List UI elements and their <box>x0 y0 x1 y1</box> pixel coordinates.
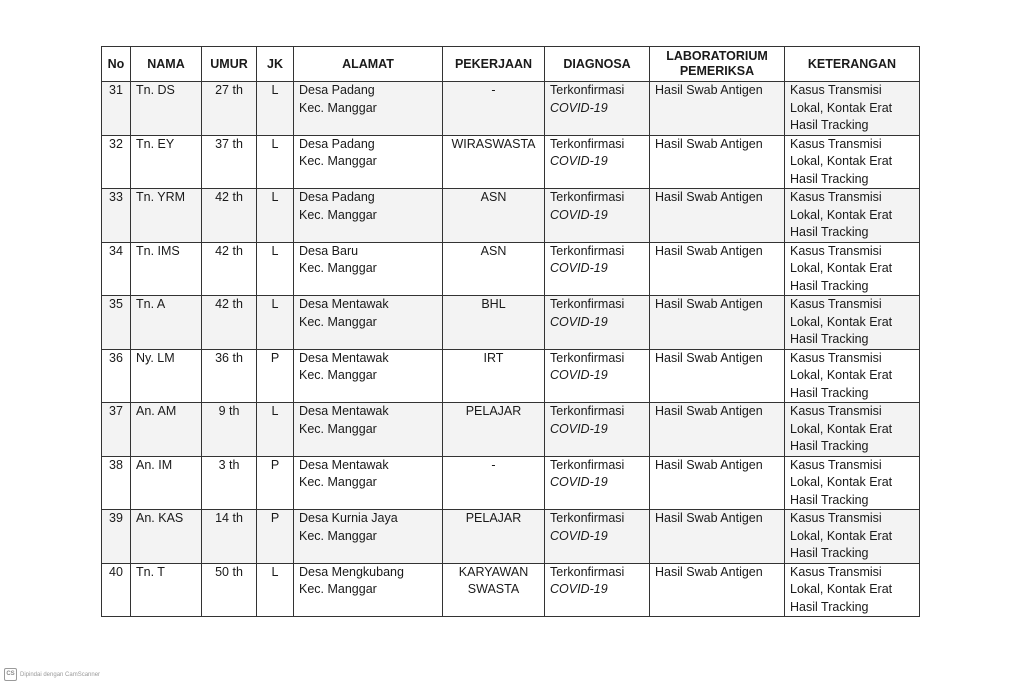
cell-pekerjaan <box>443 82 545 136</box>
table-row <box>102 296 920 350</box>
cell-keterangan-line: Kasus Transmisi <box>790 404 882 418</box>
cell-no: 38 <box>102 456 131 510</box>
table-row <box>102 456 920 510</box>
cell-jk: L <box>257 403 294 457</box>
cell-diagnosa <box>545 189 650 243</box>
cell-pekerjaan-line: SWASTA <box>467 582 520 596</box>
cell-diagnosa-line: COVID-19 <box>550 100 608 115</box>
cell-keterangan-line: Hasil Tracking <box>790 225 869 239</box>
header-pekerjaan: PEKERJAAN <box>443 47 545 82</box>
cell-diagnosa-line: Terkonfirmasi <box>550 511 625 525</box>
cell-no: 33 <box>102 189 131 243</box>
cell-alamat-line: Desa Baru <box>299 243 359 258</box>
cell-nama: Tn. A <box>131 296 202 350</box>
cell-keterangan-line: Lokal, Kontak Erat <box>790 261 893 275</box>
cell-diagnosa <box>545 135 650 189</box>
cell-keterangan-line: Hasil Tracking <box>790 492 869 507</box>
cell-alamat-line: Kec. Manggar <box>299 421 377 436</box>
cell-alamat <box>294 349 443 403</box>
cell-keterangan-line: Lokal, Kontak Erat <box>790 100 893 115</box>
cell-alamat-line: Kec. Manggar <box>299 154 377 168</box>
cell-jk: P <box>257 510 294 564</box>
cell-pekerjaan-line: ASN <box>480 190 507 204</box>
cell-diagnosa <box>545 563 650 617</box>
cell-keterangan-line: Hasil Tracking <box>790 171 869 186</box>
cell-umur: 50 th <box>202 563 257 617</box>
cell-keterangan-line: Hasil Tracking <box>790 439 869 453</box>
cell-diagnosa-line: COVID-19 <box>550 261 608 275</box>
cell-diagnosa-line: COVID-19 <box>550 314 608 329</box>
cell-keterangan <box>785 189 920 243</box>
cell-pekerjaan <box>443 135 545 189</box>
cell-diagnosa-line: Terkonfirmasi <box>550 190 625 204</box>
cell-no: 31 <box>102 82 131 136</box>
cell-alamat-line: Kec. Manggar <box>299 368 377 382</box>
cell-keterangan-line: Lokal, Kontak Erat <box>790 582 893 596</box>
cell-alamat-line: Kec. Manggar <box>299 100 377 115</box>
cell-keterangan-line: Lokal, Kontak Erat <box>790 207 893 222</box>
cell-keterangan <box>785 135 920 189</box>
cell-nama: Ny. LM <box>131 349 202 403</box>
cell-pekerjaan <box>443 403 545 457</box>
cell-keterangan <box>785 296 920 350</box>
cell-alamat-line: Desa Padang <box>299 136 375 151</box>
cell-umur: 42 th <box>202 296 257 350</box>
cell-alamat-line: Desa Padang <box>299 190 375 204</box>
cell-keterangan-line: Kasus Transmisi <box>790 243 882 258</box>
cell-no: 32 <box>102 135 131 189</box>
table-row <box>102 563 920 617</box>
cell-alamat-line: Desa Kurnia Jaya <box>299 511 398 525</box>
cell-keterangan-line: Kasus Transmisi <box>790 457 882 472</box>
cell-alamat-line: Desa Mengkubang <box>299 564 404 579</box>
header-laboratorium <box>650 47 785 82</box>
cell-alamat <box>294 563 443 617</box>
cell-alamat <box>294 296 443 350</box>
cell-nama: An. IM <box>131 456 202 510</box>
cell-alamat-line: Desa Mentawak <box>299 350 389 365</box>
cell-keterangan <box>785 510 920 564</box>
cell-alamat-line: Kec. Manggar <box>299 314 377 329</box>
cell-keterangan <box>785 349 920 403</box>
table-header-row <box>102 47 920 82</box>
cell-diagnosa-line: Terkonfirmasi <box>550 564 625 579</box>
cell-no: 40 <box>102 563 131 617</box>
cell-umur: 42 th <box>202 242 257 296</box>
cell-diagnosa-line: COVID-19 <box>550 475 608 489</box>
cell-alamat-line: Kec. Manggar <box>299 261 377 275</box>
cell-laboratorium: Hasil Swab Antigen <box>650 349 785 403</box>
cell-diagnosa-line: COVID-19 <box>550 368 608 382</box>
cell-pekerjaan <box>443 349 545 403</box>
cell-jk: L <box>257 242 294 296</box>
cell-jk: L <box>257 82 294 136</box>
cell-laboratorium: Hasil Swab Antigen <box>650 403 785 457</box>
cell-keterangan <box>785 456 920 510</box>
cell-keterangan-line: Hasil Tracking <box>790 118 869 132</box>
cell-keterangan-line: Hasil Tracking <box>790 546 869 560</box>
cell-keterangan-line: Lokal, Kontak Erat <box>790 314 893 329</box>
cell-keterangan <box>785 242 920 296</box>
cell-pekerjaan-line: PELAJAR <box>465 404 522 418</box>
cell-pekerjaan-line: ASN <box>480 243 507 258</box>
cell-keterangan-line: Hasil Tracking <box>790 599 869 614</box>
header-jk: JK <box>257 47 294 82</box>
cell-umur: 3 th <box>202 456 257 510</box>
cell-jk: L <box>257 563 294 617</box>
cell-diagnosa <box>545 456 650 510</box>
cell-umur: 37 th <box>202 135 257 189</box>
cell-diagnosa <box>545 242 650 296</box>
cell-no: 39 <box>102 510 131 564</box>
table-row <box>102 510 920 564</box>
header-diagnosa: DIAGNOSA <box>545 47 650 82</box>
cell-diagnosa-line: Terkonfirmasi <box>550 243 625 258</box>
cell-pekerjaan-line: - <box>491 83 496 97</box>
cell-diagnosa-line: Terkonfirmasi <box>550 404 625 418</box>
table-row <box>102 82 920 136</box>
cell-diagnosa <box>545 510 650 564</box>
cell-pekerjaan <box>443 456 545 510</box>
watermark-text: Dipindai dengan CamScanner <box>20 671 101 678</box>
cell-nama: Tn. T <box>131 563 202 617</box>
cell-pekerjaan-line: IRT <box>483 350 504 365</box>
cell-diagnosa-line: Terkonfirmasi <box>550 297 625 311</box>
cell-alamat <box>294 82 443 136</box>
cell-nama: An. KAS <box>131 510 202 564</box>
cell-nama: An. AM <box>131 403 202 457</box>
cell-pekerjaan <box>443 510 545 564</box>
header-lab-line1: LABORATORIUM <box>666 49 768 63</box>
cell-alamat <box>294 456 443 510</box>
cell-no: 34 <box>102 242 131 296</box>
cell-no: 37 <box>102 403 131 457</box>
cell-keterangan-line: Kasus Transmisi <box>790 190 882 204</box>
cell-diagnosa-line: Terkonfirmasi <box>550 350 625 365</box>
cell-umur: 9 th <box>202 403 257 457</box>
cell-diagnosa-line: Terkonfirmasi <box>550 457 625 472</box>
cell-keterangan-line: Lokal, Kontak Erat <box>790 528 893 543</box>
cell-alamat-line: Desa Mentawak <box>299 457 389 472</box>
cell-nama: Tn. DS <box>131 82 202 136</box>
cell-jk: L <box>257 135 294 189</box>
cell-pekerjaan-line: BHL <box>481 297 506 311</box>
cell-alamat <box>294 135 443 189</box>
cell-pekerjaan <box>443 242 545 296</box>
cell-pekerjaan <box>443 296 545 350</box>
covid-case-table <box>101 46 920 617</box>
cell-no: 35 <box>102 296 131 350</box>
cell-keterangan-line: Kasus Transmisi <box>790 511 882 525</box>
cell-diagnosa-line: COVID-19 <box>550 582 608 596</box>
cell-laboratorium: Hasil Swab Antigen <box>650 82 785 136</box>
table-row <box>102 189 920 243</box>
cell-pekerjaan-line: PELAJAR <box>465 511 522 525</box>
cell-laboratorium: Hasil Swab Antigen <box>650 563 785 617</box>
cell-no: 36 <box>102 349 131 403</box>
cell-laboratorium: Hasil Swab Antigen <box>650 456 785 510</box>
cell-keterangan-line: Kasus Transmisi <box>790 297 882 311</box>
cell-diagnosa <box>545 296 650 350</box>
cell-pekerjaan <box>443 189 545 243</box>
cell-keterangan-line: Kasus Transmisi <box>790 83 882 97</box>
cell-laboratorium: Hasil Swab Antigen <box>650 510 785 564</box>
cell-jk: P <box>257 349 294 403</box>
header-lab-line2: PEMERIKSA <box>679 64 755 78</box>
cell-diagnosa <box>545 82 650 136</box>
cell-laboratorium: Hasil Swab Antigen <box>650 296 785 350</box>
cell-keterangan-line: Hasil Tracking <box>790 385 869 400</box>
cell-alamat-line: Desa Mentawak <box>299 404 389 418</box>
cell-alamat-line: Kec. Manggar <box>299 582 377 596</box>
header-no: No <box>102 47 131 82</box>
cell-keterangan-line: Lokal, Kontak Erat <box>790 368 893 382</box>
cell-keterangan-line: Hasil Tracking <box>790 332 869 346</box>
cell-keterangan <box>785 82 920 136</box>
cell-alamat <box>294 189 443 243</box>
cell-umur: 42 th <box>202 189 257 243</box>
cell-diagnosa-line: Terkonfirmasi <box>550 136 625 151</box>
cell-alamat <box>294 403 443 457</box>
cell-umur: 27 th <box>202 82 257 136</box>
cell-keterangan-line: Lokal, Kontak Erat <box>790 475 893 489</box>
cell-pekerjaan-line: KARYAWAN <box>458 564 529 579</box>
cell-diagnosa-line: COVID-19 <box>550 207 608 222</box>
cell-alamat-line: Desa Padang <box>299 83 375 97</box>
header-nama: NAMA <box>131 47 202 82</box>
cell-diagnosa-line: COVID-19 <box>550 421 608 436</box>
cell-diagnosa-line: Terkonfirmasi <box>550 83 625 97</box>
header-alamat: ALAMAT <box>294 47 443 82</box>
cell-laboratorium: Hasil Swab Antigen <box>650 189 785 243</box>
table-body <box>102 82 920 617</box>
cell-nama: Tn. IMS <box>131 242 202 296</box>
cell-diagnosa <box>545 403 650 457</box>
cell-jk: P <box>257 456 294 510</box>
cell-keterangan <box>785 563 920 617</box>
cell-laboratorium: Hasil Swab Antigen <box>650 242 785 296</box>
header-keterangan: KETERANGAN <box>785 47 920 82</box>
cell-umur: 36 th <box>202 349 257 403</box>
cell-laboratorium: Hasil Swab Antigen <box>650 135 785 189</box>
table-row <box>102 242 920 296</box>
cell-nama: Tn. EY <box>131 135 202 189</box>
cell-diagnosa <box>545 349 650 403</box>
cell-pekerjaan-line: WIRASWASTA <box>451 136 536 151</box>
cell-pekerjaan <box>443 563 545 617</box>
table-row <box>102 403 920 457</box>
table-row <box>102 135 920 189</box>
cell-alamat-line: Kec. Manggar <box>299 528 377 543</box>
cell-diagnosa-line: COVID-19 <box>550 528 608 543</box>
cell-keterangan-line: Kasus Transmisi <box>790 136 882 151</box>
cell-jk: L <box>257 189 294 243</box>
camscanner-logo-icon: CS <box>4 668 17 681</box>
cell-umur: 14 th <box>202 510 257 564</box>
table-row <box>102 349 920 403</box>
cell-keterangan-line: Kasus Transmisi <box>790 564 882 579</box>
cell-alamat-line: Kec. Manggar <box>299 207 377 222</box>
cell-keterangan-line: Kasus Transmisi <box>790 350 882 365</box>
cell-nama: Tn. YRM <box>131 189 202 243</box>
cell-pekerjaan-line: - <box>491 457 496 472</box>
cell-keterangan-line: Lokal, Kontak Erat <box>790 421 893 436</box>
cell-alamat <box>294 242 443 296</box>
cell-keterangan-line: Lokal, Kontak Erat <box>790 154 893 168</box>
cell-keterangan <box>785 403 920 457</box>
cell-alamat <box>294 510 443 564</box>
cell-alamat-line: Kec. Manggar <box>299 475 377 489</box>
cell-diagnosa-line: COVID-19 <box>550 154 608 168</box>
cell-jk: L <box>257 296 294 350</box>
header-umur: UMUR <box>202 47 257 82</box>
cell-alamat-line: Desa Mentawak <box>299 297 389 311</box>
cell-keterangan-line: Hasil Tracking <box>790 278 869 293</box>
scanner-watermark <box>4 668 100 681</box>
